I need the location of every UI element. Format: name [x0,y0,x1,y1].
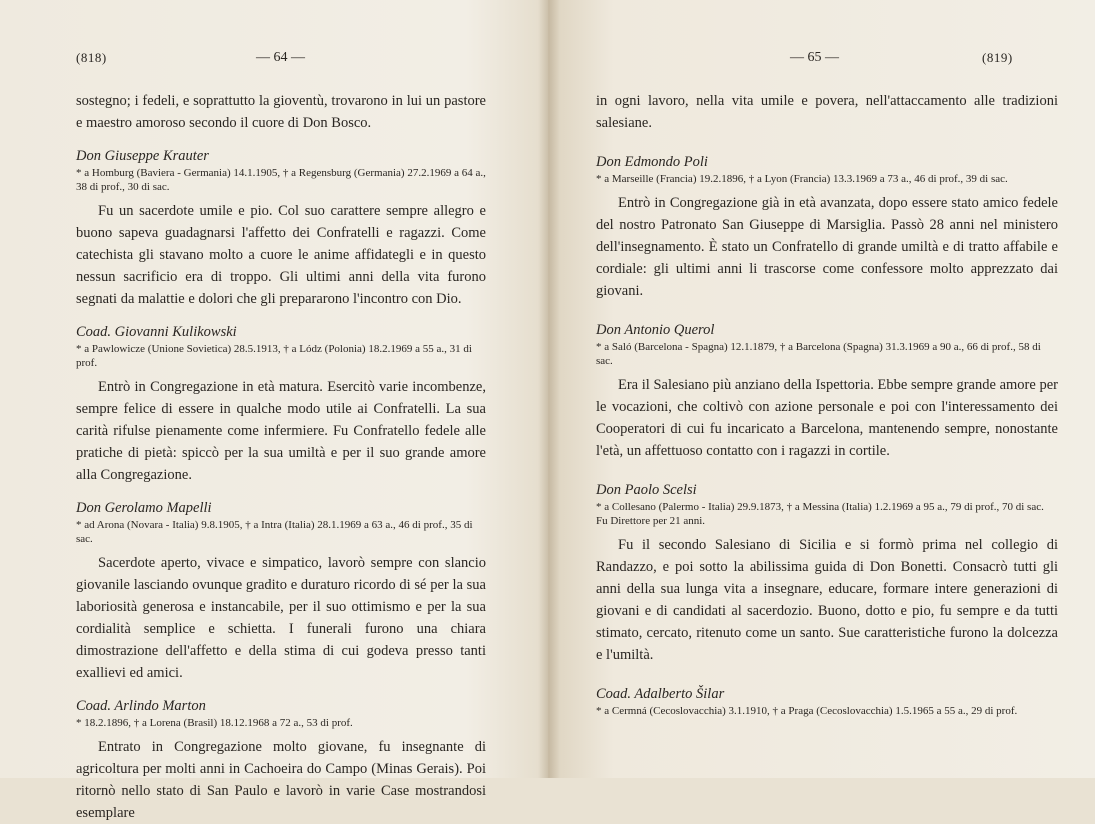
obituary-entry [76,696,486,824]
entry-name: Don Giuseppe Krauter [76,148,209,164]
entry-meta: * a Cermná (Cecoslovacchia) 3.1.1910, † a Praga (Cecoslovacchia) 1.5.1965 a 55 a., 29 di prof. [596,705,1018,717]
entry-meta: * a Pawlowicze (Unione Sovietica) 28.5.1913, † a Lódz (Polonia) 18.2.1969 a 55 a., 31 di prof. [76,343,472,369]
obituary-entry [76,146,486,310]
obituary-entry [596,480,1058,666]
entry-meta: * a Homburg (Baviera - Germania) 14.1.1905, † a Regensburg (Germania) 27.2.1969 a 64 a., 38 di prof., 30 di sac. [76,167,486,193]
right-page-text [596,90,1058,724]
entry-body: Entrato in Congregazione molto giovane, fu insegnante di agricoltura per molti anni in Cachoeira do Campo (Minas Gerais). Poi ritornò nello stato di San Paulo e lavorò in varie Case mostrandosi esemplare [76,739,486,821]
page-number: — 65 — [790,50,839,65]
entry-meta: * a Saló (Barcelona - Spagna) 12.1.1879, † a Barcelona (Spagna) 31.3.1969 a 90 a., 66 di prof., 58 di sac. [596,341,1041,367]
page-number: — 64 — [256,50,305,65]
book-gutter [538,0,560,778]
entry-name: Don Edmondo Poli [596,154,708,170]
entry-body: Fu il secondo Salesiano di Sicilia e si formò prima nel collegio di Randazzo, e poi sotto la abilissima guida di Don Bonetti. Consacrò tutti gli anni della sua lunga vita a insegnare, educare, formare intere generazioni di giovani e di candidati al sacerdozio. Buono, dotto e pio, fu sempre e da tutti stimato, cercato, ritenuto come un santo. Sue caratteristiche furono la dolcezza e l'umiltà. [596,537,1058,663]
page-reference: (818) [76,50,107,65]
continuation-paragraph: sostegno; i fedeli, e soprattutto la gioventù, trovarono in lui un pastore e maestro amoroso secondo il cuore di Don Bosco. [76,93,486,131]
entry-meta: * ad Arona (Novara - Italia) 9.8.1905, † a Intra (Italia) 28.1.1969 a 63 a., 46 di prof., 35 di sac. [76,519,473,545]
left-page [0,0,548,821]
left-page-text [76,90,486,824]
entry-name: Don Antonio Querol [596,322,715,338]
entry-body: Fu un sacerdote umile e pio. Col suo carattere sempre allegro e buono sapeva guadagnarsi l'affetto dei Confratelli e ragazzi. Come catechista gli stavano molto a cuore le anime affidategli e in questo nessun sacrificio era di troppo. Gli ultimi anni della vita furono segnati da malattie e dolori che gli prepararono l'incontro con Dio. [76,203,486,307]
entry-name: Coad. Giovanni Kulikowski [76,324,237,340]
entry-name: Don Gerolamo Mapelli [76,500,212,516]
entry-name: Coad. Adalberto Šilar [596,686,725,702]
obituary-entry [596,684,1058,718]
page-reference: (819) [982,50,1013,65]
entry-body: Entrò in Congregazione in età matura. Esercitò varie incombenze, sempre felice di essere in qualche modo utile ai Confratelli. La sua carità rifulse pienamente come infermiere. Fu Confratello fedele alle pratiche di pietà: spiccò per la sua umiltà e per il suo grande amore alla Congregazione. [76,379,486,483]
entry-name: Coad. Arlindo Marton [76,698,206,714]
entry-name: Don Paolo Scelsi [596,482,697,498]
entry-meta: * a Collesano (Palermo - Italia) 29.9.1873, † a Messina (Italia) 1.2.1969 a 95 a., 79 di prof., 70 di sac. Fu Direttore per 21 anni. [596,501,1044,527]
entry-body: Era il Salesiano più anziano della Ispettoria. Ebbe sempre grande amore per le vocazioni, che coltivò con azione personale e poi con l'interessamento dei Cooperatori di cui fu incaricato a Barcelona, mantenendo sempre, nonostante l'età, un affettuoso contatto con i ragazzi in cortile. [596,377,1058,459]
obituary-entry [596,152,1058,302]
obituary-entry [76,498,486,684]
entry-meta: * 18.2.1896, † a Lorena (Brasil) 18.12.1968 a 72 a., 53 di prof. [76,717,353,729]
obituary-entry [596,320,1058,462]
entry-body: Entrò in Congregazione già in età avanzata, dopo essere stato amico fedele del nostro Patronato San Giuseppe di Marsiglia. Passò 28 anni nel ministero dell'insegnamento. È stato un Confratello di grande umiltà e di tratto affabile e cordiale: gli ultimi anni li trascorse come confessore molto apprezzato dai giovani. [596,195,1058,299]
obituary-entry [76,322,486,486]
right-page [548,0,1095,778]
entry-body: Sacerdote aperto, vivace e simpatico, lavorò sempre con slancio giovanile lasciando ovunque gradito e duraturo ricordo di sé per la sua laboriosità generosa e instancabile, per il suo ottimismo e per la sua cordialità semplice e schietta. I funerali furono una chiara dimostrazione dell'affetto e della stima di cui godeva presso tanti exallievi ed amici. [76,555,486,681]
continuation-paragraph: in ogni lavoro, nella vita umile e povera, nell'attaccamento alle tradizioni salesiane. [596,93,1058,131]
entry-meta: * a Marseille (Francia) 19.2.1896, † a Lyon (Francia) 13.3.1969 a 73 a., 46 di prof., 39 di sac. [596,173,1008,185]
